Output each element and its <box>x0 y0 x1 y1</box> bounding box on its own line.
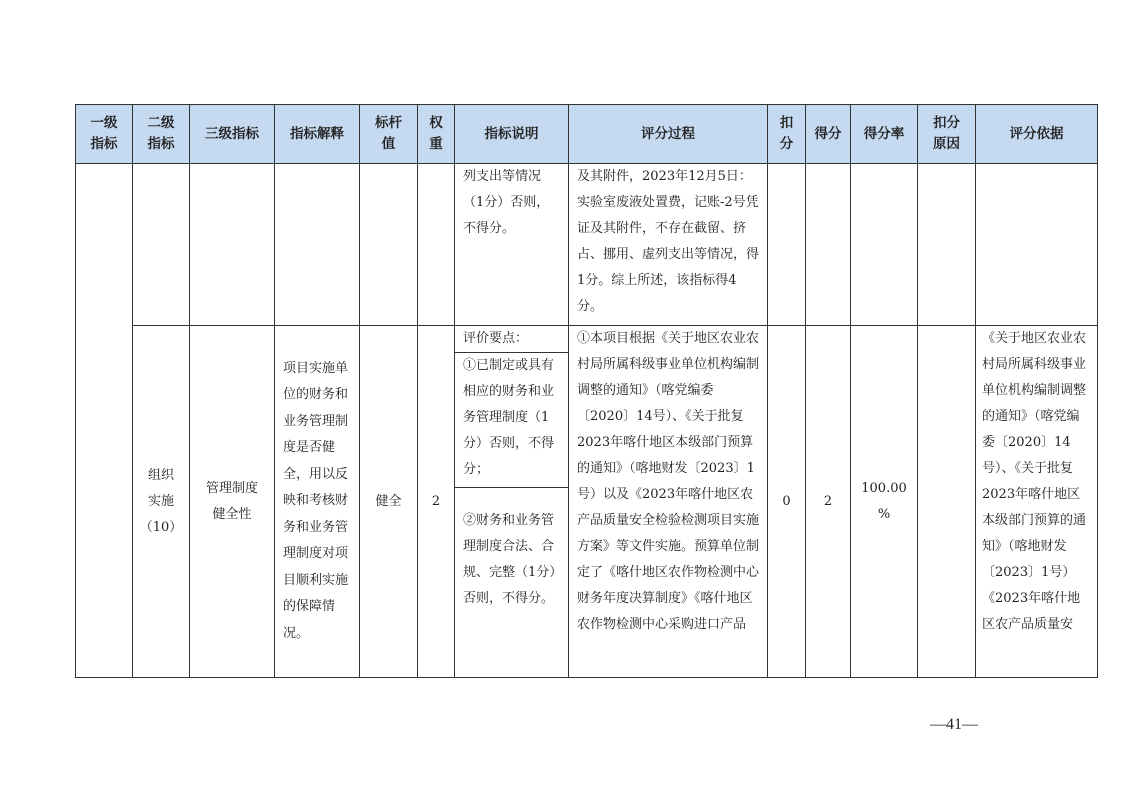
cell-level1 <box>76 164 133 678</box>
cell-score-rate: 100.00 % <box>851 326 918 678</box>
cell-desc-title: 评价要点： <box>455 326 569 353</box>
cell-scoring-process: ①本项目根据《关于地区农业农村局所属科级事业单位机构编制调整的通知》（喀党编委〔2020〕14号）、《关于批复2023年喀什地区本级部门预算的通知》（喀地财发〔2023〕1号）以及《2023年喀什地区农产品质量安全检验检测项目实施方案》等文件实施。预算单位制定了《喀什地区农作物检测中心财务年度决算制度》《喀什地区农作物检测中心采购进口产品 <box>569 326 768 678</box>
header-weight: 权 重 <box>418 105 455 164</box>
cell-deduction: 0 <box>768 326 806 678</box>
header-level2: 二级 指标 <box>133 105 190 164</box>
cell-benchmark-cont <box>360 164 418 326</box>
cell-explanation: 项目实施单位的财务和业务管理制度是否健全，用以反映和考核财务和业务管理制度对项目顺利实施的保障情况。 <box>275 326 360 678</box>
cell-scoring-process-cont: 及其附件，2023年12月5日：实验室废液处置费，记账-2号凭证及其附件，不存在截留、挤占、挪用、虚列支出等情况，得1分。综上所述，该指标得4分。 <box>569 164 768 326</box>
header-row <box>76 105 1098 164</box>
cell-deduction-reason <box>918 326 976 678</box>
header-deduction-reason: 扣分 原因 <box>918 105 976 164</box>
cell-score: 2 <box>806 326 851 678</box>
evaluation-table <box>75 104 1098 678</box>
cell-desc-point1: ①已制定或具有相应的财务和业务管理制度（1分）否则，不得分； <box>455 353 569 488</box>
cell-score-cont <box>806 164 851 326</box>
cell-deduction-reason-cont <box>918 164 976 326</box>
cell-basis-cont <box>976 164 1098 326</box>
header-level3: 三级指标 <box>190 105 275 164</box>
cell-level3-cont <box>190 164 275 326</box>
header-basis: 评分依据 <box>976 105 1098 164</box>
header-level1: 一级 指标 <box>76 105 133 164</box>
cell-score-rate-cont <box>851 164 918 326</box>
page-number: —41— <box>930 716 978 733</box>
cell-deduction-cont <box>768 164 806 326</box>
header-score-rate: 得分率 <box>851 105 918 164</box>
cell-indicator-desc-cont: 列支出等情况（1分）否则，不得分。 <box>455 164 569 326</box>
cell-level2: 组织 实施 （10） <box>133 326 190 678</box>
header-score: 得分 <box>806 105 851 164</box>
cell-level3: 管理制度 健全性 <box>190 326 275 678</box>
header-explanation: 指标解释 <box>275 105 360 164</box>
cell-weight: 2 <box>418 326 455 678</box>
header-deduction: 扣 分 <box>768 105 806 164</box>
cell-benchmark: 健全 <box>360 326 418 678</box>
cell-desc-point2: ②财务和业务管理制度合法、合规、完整（1分）否则，不得分。 <box>455 488 569 678</box>
table-row <box>76 164 1098 326</box>
header-indicator-desc: 指标说明 <box>455 105 569 164</box>
header-benchmark: 标杆 值 <box>360 105 418 164</box>
cell-level2-cont <box>133 164 190 326</box>
table-row <box>76 326 1098 353</box>
cell-explanation-cont <box>275 164 360 326</box>
cell-basis: 《关于地区农业农村局所属科级事业单位机构编制调整的通知》（喀党编委〔2020〕14号）、《关于批复2023年喀什地区本级部门预算的通知》（喀地财发〔2023〕1号）《2023年喀什地区农产品质量安 <box>976 326 1098 678</box>
header-scoring-process: 评分过程 <box>569 105 768 164</box>
cell-weight-cont <box>418 164 455 326</box>
